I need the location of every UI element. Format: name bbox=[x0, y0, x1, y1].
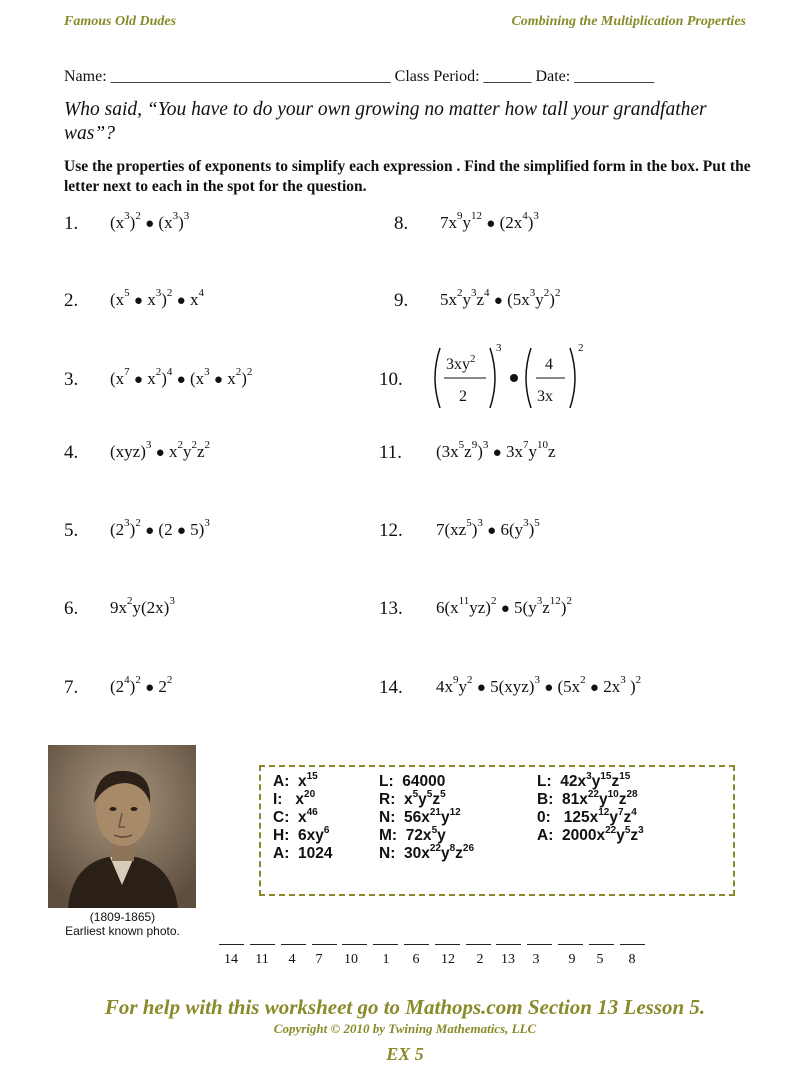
problem-12-expression: $7(xz^5)^3$ ● $6(y^3)^5$ bbox=[436, 517, 540, 539]
answer-blank[interactable] bbox=[558, 944, 583, 945]
answer-blank[interactable] bbox=[620, 944, 645, 945]
problem-number: 9. bbox=[394, 290, 409, 311]
blank-number: 12 bbox=[441, 952, 455, 967]
answer-entry: M: $72x^5y$ bbox=[379, 825, 446, 844]
problem-number: 6. bbox=[64, 598, 79, 619]
blank-number: 3 bbox=[532, 952, 540, 967]
answer-entry: R: $x^5y^5z^5$ bbox=[379, 789, 446, 808]
answer-entry: I: $x^{20}$ bbox=[273, 789, 316, 808]
problem-2-expression: ($x^5$ ● $x^3)^2$ ● $x^4$ bbox=[110, 287, 204, 309]
problem-10-exponent-2: 2 bbox=[578, 342, 584, 354]
problem-number: 11. bbox=[379, 442, 403, 463]
photo-years: (1809-1865) bbox=[89, 910, 156, 924]
answer-blank[interactable] bbox=[373, 944, 398, 945]
problem-9-expression: $5x^2y^3z^4$ ● $(5x^3y^2)^2$ bbox=[440, 287, 561, 309]
answer-blank[interactable] bbox=[496, 944, 521, 945]
answer-entry: 0: $125x^{12}y^7z^4$ bbox=[537, 807, 637, 826]
answer-blank[interactable] bbox=[466, 944, 491, 945]
answer-entry: L: $42x^3y^{15}z^{15}$ bbox=[537, 771, 631, 790]
answer-entry: N: $56x^{21}y^{12}$ bbox=[379, 807, 461, 826]
blank-number: 5 bbox=[596, 952, 604, 967]
problem-number: 8. bbox=[394, 213, 409, 234]
answer-blank[interactable] bbox=[312, 944, 337, 945]
problem-4-expression: (xyz)$^3$ ● $x^2y^2z^2$ bbox=[110, 439, 210, 461]
problem-10-numerator-1: $3xy^2$ bbox=[446, 353, 476, 373]
problem-number: 10. bbox=[379, 369, 403, 390]
header-left-title: Famous Old Dudes bbox=[64, 14, 177, 29]
problem-3-expression: ($x^7$ ● $x^2)^4$ ● ($x^3$ ● $x^2)^2$ bbox=[110, 366, 253, 388]
problem-10-denominator-1: 2 bbox=[459, 388, 467, 405]
blank-number: 14 bbox=[224, 952, 238, 967]
problem-13-expression: $6(x^{11}yz)^2$ ● $5(y^3z^{12})^2$ bbox=[436, 595, 572, 617]
problem-10-denominator-2: 3x bbox=[537, 388, 553, 405]
problem-number: 14. bbox=[379, 677, 403, 698]
header-right-title: Combining the Multiplication Properties bbox=[511, 14, 746, 29]
problem-number: 7. bbox=[64, 677, 79, 698]
answer-entry: A: $x^{15}$ bbox=[273, 771, 318, 790]
answer-blank[interactable] bbox=[281, 944, 306, 945]
problem-14-expression: $4x^9y^2$ ● 5(xyz)$^3$ ● ($5x^2$ ● $2x^3$ )$^2$ bbox=[436, 674, 642, 696]
problem-6-expression: $9x^2y(2x)^3$ bbox=[110, 595, 175, 617]
blank-number: 7 bbox=[315, 952, 323, 967]
blank-number: 9 bbox=[568, 952, 576, 967]
answer-key-box bbox=[259, 765, 735, 896]
footer-copyright: Copyright © 2010 by Twining Mathematics, LLC bbox=[273, 1021, 537, 1036]
name-period-date-line: Name: ___________________________________ Class Period: ______ Date: __________ bbox=[64, 68, 655, 85]
blank-number: 10 bbox=[344, 952, 358, 967]
problem-number: 1. bbox=[64, 213, 79, 234]
problem-10-expression bbox=[430, 344, 590, 412]
problem-number: 5. bbox=[64, 520, 79, 541]
answer-entry: L: 64000 bbox=[379, 773, 446, 790]
answer-entry: N: $30x^{22}y^8z^{26}$ bbox=[379, 843, 475, 862]
blank-number: 13 bbox=[501, 952, 515, 967]
portrait-photo bbox=[48, 745, 196, 908]
blank-number: 2 bbox=[476, 952, 484, 967]
blank-number: 8 bbox=[628, 952, 636, 967]
answer-entry: H: $6xy^6$ bbox=[273, 825, 330, 844]
problem-8-expression: $7x^9y^{12}$ ● $(2x^4)^3$ bbox=[440, 210, 539, 232]
answer-entry: A: 1024 bbox=[273, 845, 333, 862]
blank-number: 11 bbox=[255, 952, 269, 967]
answer-blank[interactable] bbox=[250, 944, 275, 945]
answer-entry: A: $2000x^{22}y^5z^3$ bbox=[537, 825, 644, 844]
answer-blank[interactable] bbox=[404, 944, 429, 945]
answer-blank[interactable] bbox=[435, 944, 460, 945]
photo-caption bbox=[40, 910, 205, 938]
problem-1-expression: $(x^3)^2$ ● $(x^3)^3$ bbox=[110, 210, 190, 232]
problem-number: 4. bbox=[64, 442, 79, 463]
problem-number: 2. bbox=[64, 290, 79, 311]
answer-blank[interactable] bbox=[219, 944, 244, 945]
problem-5-expression: $(2^3)^2$ ● (2 ● 5)$^3$ bbox=[110, 517, 210, 539]
photo-caption-text: Earliest known photo. bbox=[65, 924, 180, 938]
problem-number: 13. bbox=[379, 598, 403, 619]
blank-number: 6 bbox=[412, 952, 420, 967]
quote-question: Who said, “You have to do your own growing no matter how tall your grandfather was”? bbox=[64, 99, 707, 144]
blank-number: 4 bbox=[288, 952, 296, 967]
portrait-illustration bbox=[48, 745, 196, 908]
problem-10-exponent-1: 3 bbox=[496, 342, 502, 354]
problem-10-numerator-2: 4 bbox=[545, 356, 553, 373]
blank-number: 1 bbox=[382, 952, 390, 967]
answer-entry: C: $x^{46}$ bbox=[273, 807, 318, 826]
footer-help-link: For help with this worksheet go to Mathops.com Section 13 Lesson 5. bbox=[104, 995, 706, 1019]
problem-7-expression: $(2^4)^2$ ● $2^2$ bbox=[110, 674, 173, 696]
problem-number: 12. bbox=[379, 520, 403, 541]
problem-11-expression: $(3x^5z^9)^3$ ● $3x^7y^{10}z$ bbox=[436, 439, 556, 461]
answer-blank[interactable] bbox=[342, 944, 367, 945]
answer-blank[interactable] bbox=[589, 944, 614, 945]
problem-number: 3. bbox=[64, 369, 79, 390]
footer-exercise-label: EX 5 bbox=[386, 1044, 424, 1064]
answer-blank[interactable] bbox=[527, 944, 552, 945]
instructions: Use the properties of exponents to simplify each expression . Find the simplified form in the box. Put the letter next to each in the spot for the question. bbox=[64, 158, 751, 195]
answer-entry: B: $81x^{22}y^{10}z^{28}$ bbox=[537, 789, 638, 808]
